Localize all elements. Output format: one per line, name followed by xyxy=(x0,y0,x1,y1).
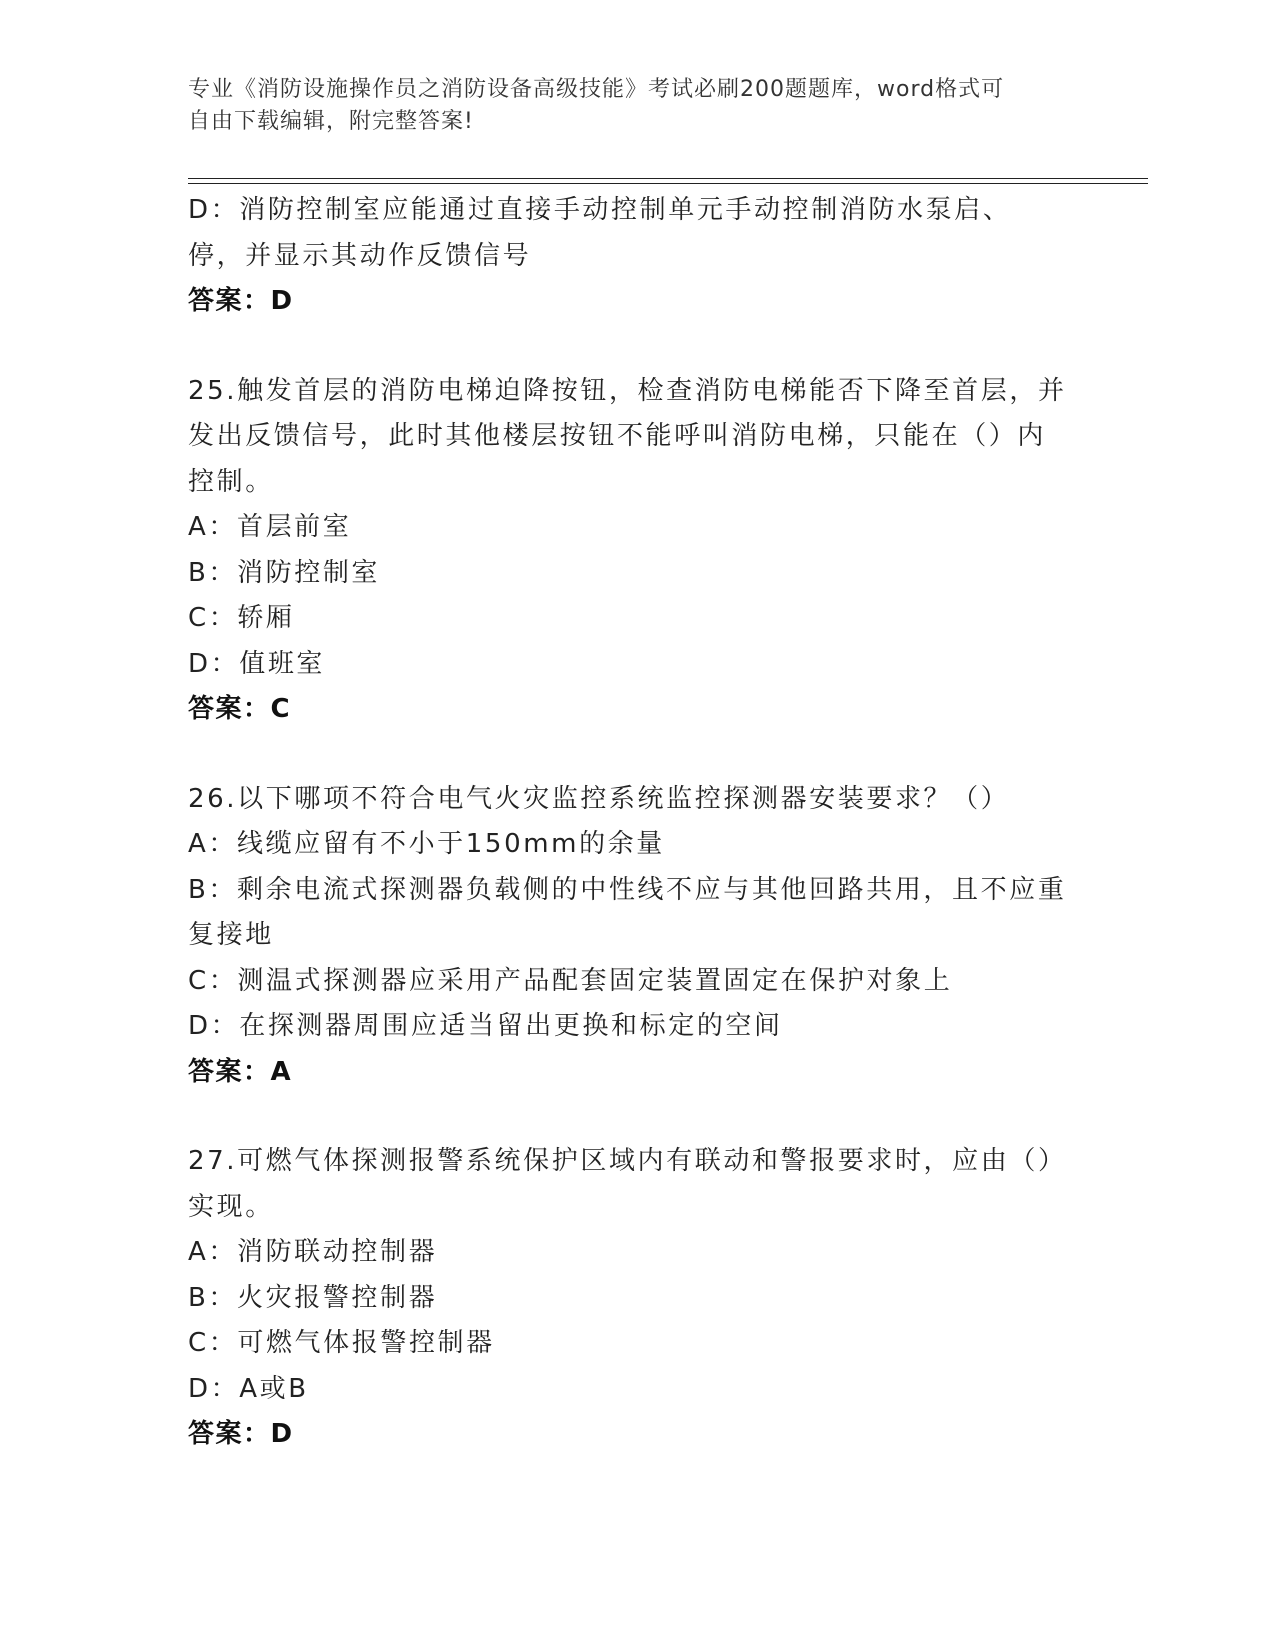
option-d: D：值班室 xyxy=(188,648,326,679)
option-a: A：线缆应留有不小于150mm的余量 xyxy=(188,829,665,859)
option-b: B：剩余电流式探测器负载侧的中性线不应与其他回路共用，且不应重复接地 xyxy=(188,874,1067,950)
spacer xyxy=(188,325,1068,369)
question-27 xyxy=(188,1139,1068,1458)
question-stem: 25.触发首层的消防电梯迫降按钮，检查消防电梯能否下降至首层，并发出反馈信号，此时其他楼层按钮不能呼叫消防电梯，只能在（）内控制。 xyxy=(188,375,1067,497)
document-header xyxy=(188,74,1068,138)
document-body xyxy=(188,188,1068,1458)
option-c: C：可燃气体报警控制器 xyxy=(188,1328,495,1358)
option-c: C：测温式探测器应采用产品配套固定装置固定在保护对象上 xyxy=(188,965,953,996)
question-26 xyxy=(188,777,1068,1096)
option-a: A：首层前室 xyxy=(188,512,352,542)
question-25 xyxy=(188,369,1068,733)
answer: 答案：D xyxy=(188,1419,294,1449)
answer: 答案：A xyxy=(188,1056,293,1087)
spacer xyxy=(188,733,1068,777)
option-d: D：消防控制室应能通过直接手动控制单元手动控制消防水泵启、停，并显示其动作反馈信号 xyxy=(188,195,1012,271)
header-divider-bottom xyxy=(188,183,1148,184)
question-stem: 27.可燃气体探测报警系统保护区域内有联动和警报要求时，应由（）实现。 xyxy=(188,1146,1067,1222)
option-d: D：在探测器周围应适当留出更换和标定的空间 xyxy=(188,1011,783,1041)
header-line-2: 自由下载编辑，附完整答案! xyxy=(188,109,474,134)
header-line-1: 专业《消防设施操作员之消防设备高级技能》考试必刷200题题库，word格式可 xyxy=(188,77,1005,102)
spacer xyxy=(188,1095,1068,1139)
question-stem: 26.以下哪项不符合电气火灾监控系统监控探测器安装要求？（） xyxy=(188,783,1010,814)
option-b: B：消防控制室 xyxy=(188,557,381,588)
header-divider-top xyxy=(188,178,1148,179)
option-d: D：A或B xyxy=(188,1373,309,1404)
option-a: A：消防联动控制器 xyxy=(188,1237,438,1267)
answer: 答案：D xyxy=(188,286,294,316)
option-c: C：轿厢 xyxy=(188,603,295,633)
answer: 答案：C xyxy=(188,694,292,724)
question-24-tail xyxy=(188,188,1068,325)
option-b: B：火灾报警控制器 xyxy=(188,1282,438,1313)
